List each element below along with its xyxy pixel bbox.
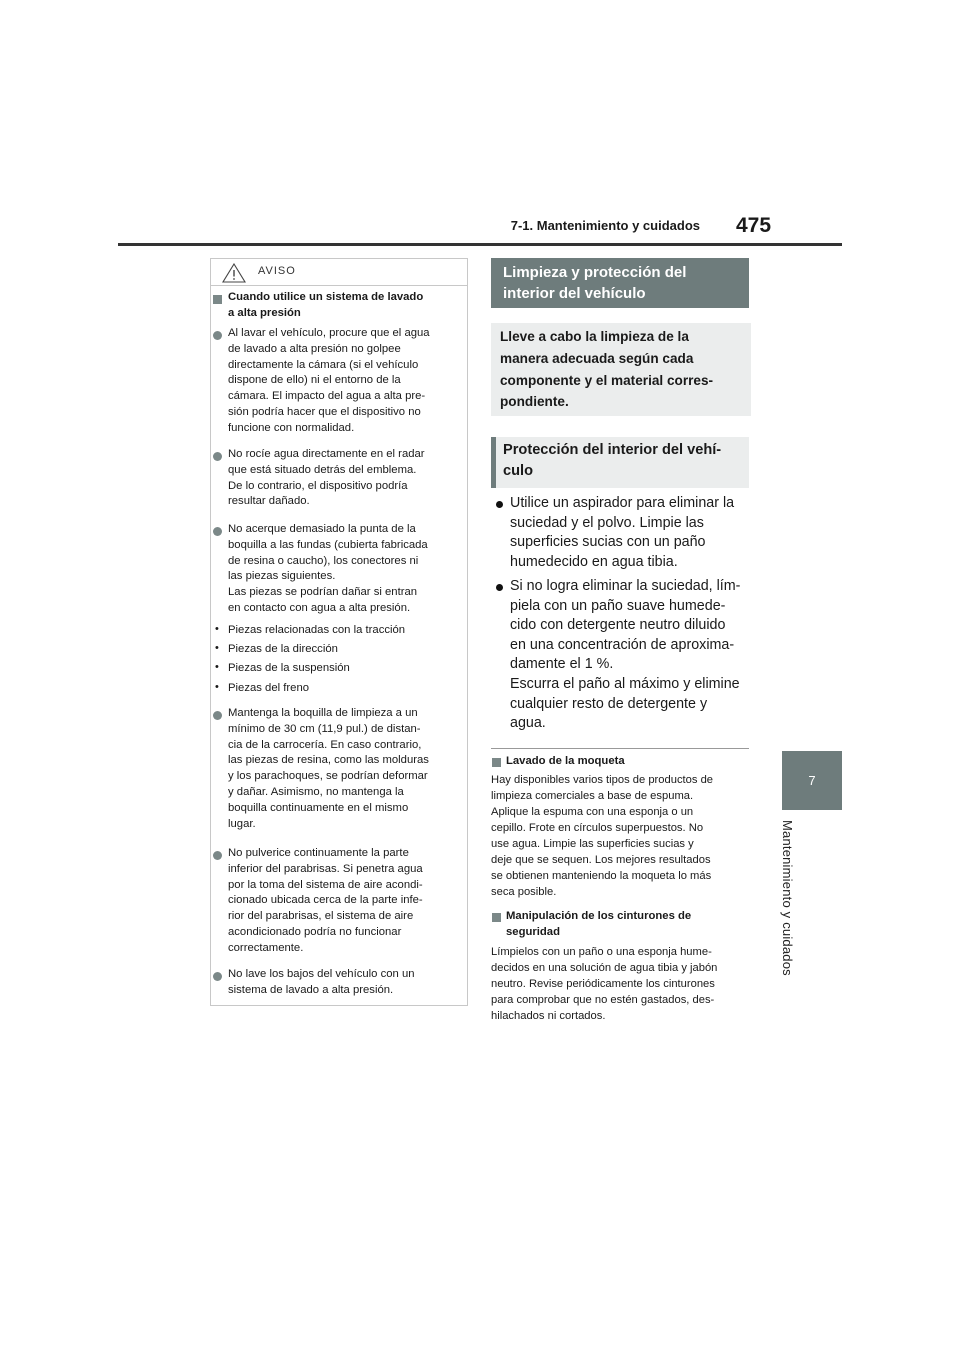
round-bullet-icon: [213, 851, 222, 860]
round-bullet-icon: [213, 331, 222, 340]
note-text: Límpielos con un paño o una esponja hume- decidos en una solución de agua tibia y jabón neutro. Revise periódicamente los cinturones para comprobar que no estén gastados, des- hilachados ni cortados.: [491, 946, 718, 1022]
round-bullet-icon: [213, 527, 222, 536]
chapter-tab[interactable]: [782, 751, 842, 810]
warning-item: No acerque demasiado la punta de la boquilla a las fundas (cubierta fabricada de resina o caucho), los conectores ni las piezas siguientes. Las piezas se podrían dañar si entran en contacto con agua a alta presión.: [228, 523, 428, 614]
header-rule: [118, 243, 842, 246]
warning-item: No rocíe agua directamente en el radar que está situado detrás del emblema. De lo contrario, el dispositivo podría resultar dañado.: [228, 448, 425, 508]
section-header: 7-1. Mantenimiento y cuidados: [510, 218, 700, 233]
bullet-dot-icon: [496, 584, 503, 591]
intro-text: Lleve a cabo la limpieza de la manera adecuada según cada componente y el material corres- pondiente.: [500, 329, 714, 410]
square-bullet-icon: [492, 758, 501, 767]
page-number: 475: [736, 214, 772, 237]
warning-header: [211, 259, 467, 286]
warning-item: Mantenga la boquilla de limpieza a un mínimo de 30 cm (11,9 pul.) de distan- cia de la carrocería. En caso contrario, las piezas de resina, como las molduras y los parachoques, se podrían deformar y dañar. Asimismo, no mantenga la boquilla continuamente en el mismo lugar.: [228, 707, 429, 830]
warning-item: No lave los bajos del vehículo con un sistema de lavado a alta presión.: [228, 968, 415, 996]
warning-triangle-icon: [222, 263, 246, 283]
note-title: Manipulación de los cinturones de seguridad: [506, 910, 692, 938]
notes-divider: [491, 748, 749, 749]
sub-list-item: Piezas del freno: [228, 682, 310, 694]
warning-item: Al lavar el vehículo, procure que el agua de lavado a alta presión no golpee directamente la cámara (si el vehículo dispone de ello) ni el entorno de la cámara. El impacto del agua a alta pre- sión podría hacer que el dispositivo no funcione con normalidad.: [228, 327, 430, 434]
square-bullet-icon: [213, 295, 222, 304]
note-text: Hay disponibles varios tipos de productos de limpieza comerciales a base de espuma. Aplique la espuma con una esponja o un cepillo. Frote en círculos superpuestos. No use agua. Limpie las superficies sucias y deje que se sequen. Los mejores resultados se obtienen manteniendo la moqueta lo más seca posible.: [491, 774, 714, 898]
square-bullet-icon: [492, 913, 501, 922]
section-title: Limpieza y protección del interior del vehículo: [491, 258, 749, 308]
bullet-dot-icon: [496, 501, 503, 508]
warning-title: Cuando utilice un sistema de lavado a alta presión: [228, 291, 424, 319]
warning-label: AVISO: [258, 265, 296, 277]
sub-list-item: Piezas de la suspensión: [228, 662, 350, 674]
note-title: Lavado de la moqueta: [506, 755, 625, 767]
bullet-item: Utilice un aspirador para eliminar la suciedad y el polvo. Limpie las superficies sucias con un paño humedecido en agua tibia.: [510, 495, 735, 570]
sub-list-item: Piezas relacionadas con la tracción: [228, 624, 406, 636]
warning-item: No pulverice continuamente la parte inferior del parabrisas. Si penetra agua por la toma del sistema de aire acondi- cionado ubicada cerca de la parte infe- rior del parabrisas, el sistema de aire acondicionado podría no funcionar correctamente.: [228, 847, 423, 954]
chapter-side-title: Mantenimiento y cuidados: [780, 820, 795, 976]
bullet-item: Si no logra eliminar la suciedad, lím- piela con un paño suave humede- cido con detergente neutro diluido en una concentración de aproxima- damente el 1 %. Escurra el paño al máximo y elimine cualquier resto de detergente y agua.: [510, 578, 741, 732]
subsection-title: Protección del interior del vehí- culo: [503, 442, 722, 479]
round-bullet-icon: [213, 452, 222, 461]
round-bullet-icon: [213, 711, 222, 720]
sub-list-item: Piezas de la dirección: [228, 643, 338, 655]
round-bullet-icon: [213, 972, 222, 981]
chapter-number: 7: [808, 773, 816, 788]
